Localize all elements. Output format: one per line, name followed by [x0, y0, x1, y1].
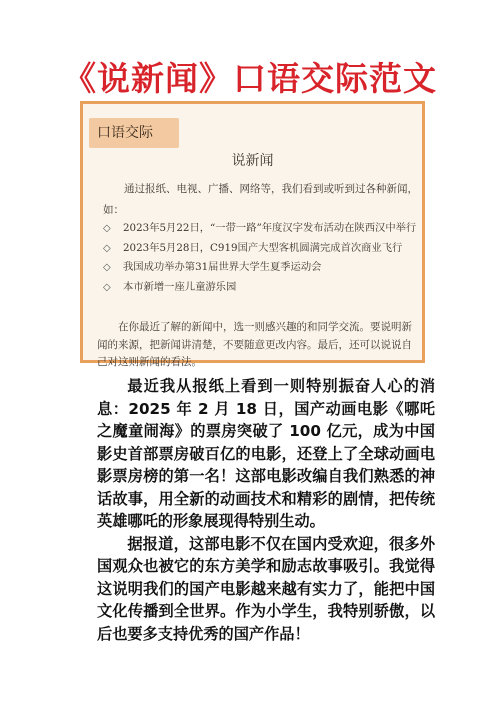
list-item: [103, 239, 421, 259]
list-item: [103, 219, 421, 239]
news-example-list: [103, 219, 421, 297]
diamond-bullet-icon: ◇: [103, 262, 111, 273]
diamond-bullet-icon: ◇: [103, 242, 111, 254]
list-item-text: 2023年5月28日，C919国产大型客机圆满完成首次商业飞行: [123, 241, 403, 254]
diamond-bullet-icon: ◇: [103, 281, 111, 293]
list-item-text: 我国成功举办第31届世界大学生夏季运动会: [123, 261, 322, 273]
excerpt-instructions: 在你最近了解的新闻中，选一则感兴趣的和同学交流。要说明新闻的来源，把新闻讲清楚，不要随意更改内容。最后，还可以说说自己对这则新闻的看法。: [97, 321, 412, 368]
diamond-bullet-icon: ◇: [103, 223, 111, 234]
essay-paragraph: 据报道，这部电影不仅在国内受欢迎，很多外国观众也被它的东方美学和励志故事吸引。我觉得这说明我们的国产电影越来越有实力了，能把中国文化传播到全世界。作为小学生，我特别骄傲，以后也要多支持优秀的国产作品！: [97, 534, 435, 643]
essay-paragraph: 最近我从报纸上看到一则特别振奋人心的消息：2025 年 2 月 18 日，国产动画电影《哪吒之魔童闹海》的票房突破了 100 亿元，成为中国影史首部票房破百亿的电影，还登上了全球动画电影票房榜的第一名！这部电影改编自我们熟悉的神话故事，用全新的动画技术和精彩的剧情，把传统英雄哪吒的形象展现得特别生动。: [97, 377, 435, 530]
textbook-excerpt-box: [80, 101, 425, 368]
list-item: [103, 258, 421, 278]
model-essay: [97, 375, 435, 645]
excerpt-intro: 通过报纸、电视、广播、网络等，我们看到或听到过各种新闻，如：: [103, 183, 418, 216]
list-item-text: 本市新增一座儿童游乐园: [123, 280, 237, 293]
section-tag-label: 口语交际: [97, 125, 153, 141]
list-item-text: 2023年5月22日，“一带一路”年度汉字发布活动在陕西汉中举行: [123, 222, 417, 234]
excerpt-heading: 说新闻: [231, 153, 274, 169]
page-title: 《说新闻》口语交际范文: [63, 59, 437, 98]
list-item: [103, 278, 421, 298]
